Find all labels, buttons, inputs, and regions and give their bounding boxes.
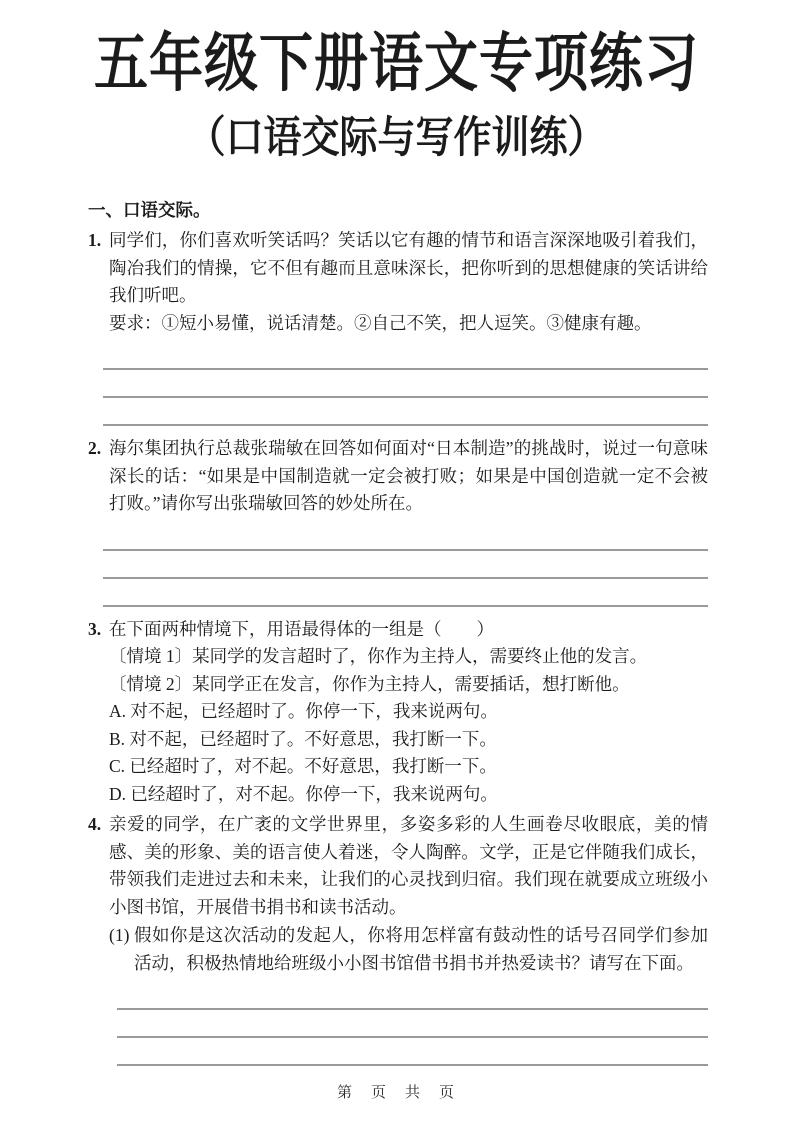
answer-line xyxy=(117,1010,708,1038)
answer-line xyxy=(117,982,708,1010)
document-title: 五年级下册语文专项练习 xyxy=(94,28,699,100)
question-3-text: 在下面两种情境下，用语最得体的一组是（ ） xyxy=(109,618,494,639)
question-4-answer-lines xyxy=(117,982,708,1066)
question-3 xyxy=(88,616,708,809)
answer-line xyxy=(103,398,708,426)
question-2-text: 海尔集团执行总裁张瑞敏在回答如何面对“日本制造”的挑战时，说过一句意味深长的话：“如果是中国制造就一定会被打败；如果是中国创造就一定不会被打败。”请你写出张瑞敏回答的妙处所在。 xyxy=(109,438,708,513)
answer-line xyxy=(103,370,708,398)
answer-line xyxy=(117,1038,708,1066)
question-4-number: 4. xyxy=(88,814,102,834)
question-3-option-a: A. 对不起，已经超时了。你停一下，我来说两句。 xyxy=(109,701,498,721)
answer-line xyxy=(103,579,708,607)
question-3-situation-1: 〔情境 1〕某同学的发言超时了，你作为主持人，需要终止他的发言。 xyxy=(109,646,648,666)
question-4-sub-1-text: 假如你是这次活动的发起人，你将用怎样富有鼓动性的话号召同学们参加活动，积极热情地给班级小小图书馆借书捐书并热爱读书？请写在下面。 xyxy=(134,925,708,973)
question-1-number: 1. xyxy=(88,230,102,250)
document-body xyxy=(88,196,708,1075)
question-1 xyxy=(88,227,708,426)
question-4-sub-1-label: (1) xyxy=(109,925,130,945)
document-subtitle: （口语交际与写作训练） xyxy=(187,114,606,163)
document-header xyxy=(0,0,793,163)
page-footer: 第 页 共 页 xyxy=(336,1085,456,1101)
section-heading: 一、口语交际。 xyxy=(88,200,211,220)
question-1-answer-lines xyxy=(103,342,708,426)
question-4-text: 亲爱的同学，在广袤的文学世界里，多姿多彩的人生画卷尽收眼底，美的情感、美的形象、美的语言使人着迷，令人陶醉。文学，正是它伴随我们成长，带领我们走进过去和未来，让我们的心灵找到归宿。我们现在就要成立班级小小图书馆，开展借书捐书和读书活动。 xyxy=(109,814,708,917)
question-1-text: 同学们，你们喜欢听笑话吗？笑话以它有趣的情节和语言深深地吸引着我们，陶冶我们的情操，它不但有趣而且意味深长，把你听到的思想健康的笑话讲给我们听吧。 xyxy=(109,230,708,305)
question-3-option-d: D. 已经超时了，对不起。你停一下，我来说两句。 xyxy=(109,783,498,804)
answer-line xyxy=(103,523,708,551)
question-2 xyxy=(88,435,708,607)
answer-line xyxy=(103,342,708,370)
answer-line xyxy=(103,551,708,579)
question-2-number: 2. xyxy=(88,438,102,458)
question-1-requirements: 要求：①短小易懂，说话清楚。②自己不笑，把人逗笑。③健康有趣。 xyxy=(109,312,652,333)
question-3-number: 3. xyxy=(88,618,102,639)
question-3-option-b: B. 对不起，已经超时了。不好意思，我打断一下。 xyxy=(109,728,497,749)
question-3-option-c: C. 已经超时了，对不起。不好意思，我打断一下。 xyxy=(109,756,497,776)
question-2-answer-lines xyxy=(103,523,708,607)
question-4-sub-1 xyxy=(109,922,708,977)
question-3-situation-2: 〔情境 2〕某同学正在发言，你作为主持人，需要插话，想打断他。 xyxy=(109,673,630,694)
question-4 xyxy=(88,811,708,1066)
